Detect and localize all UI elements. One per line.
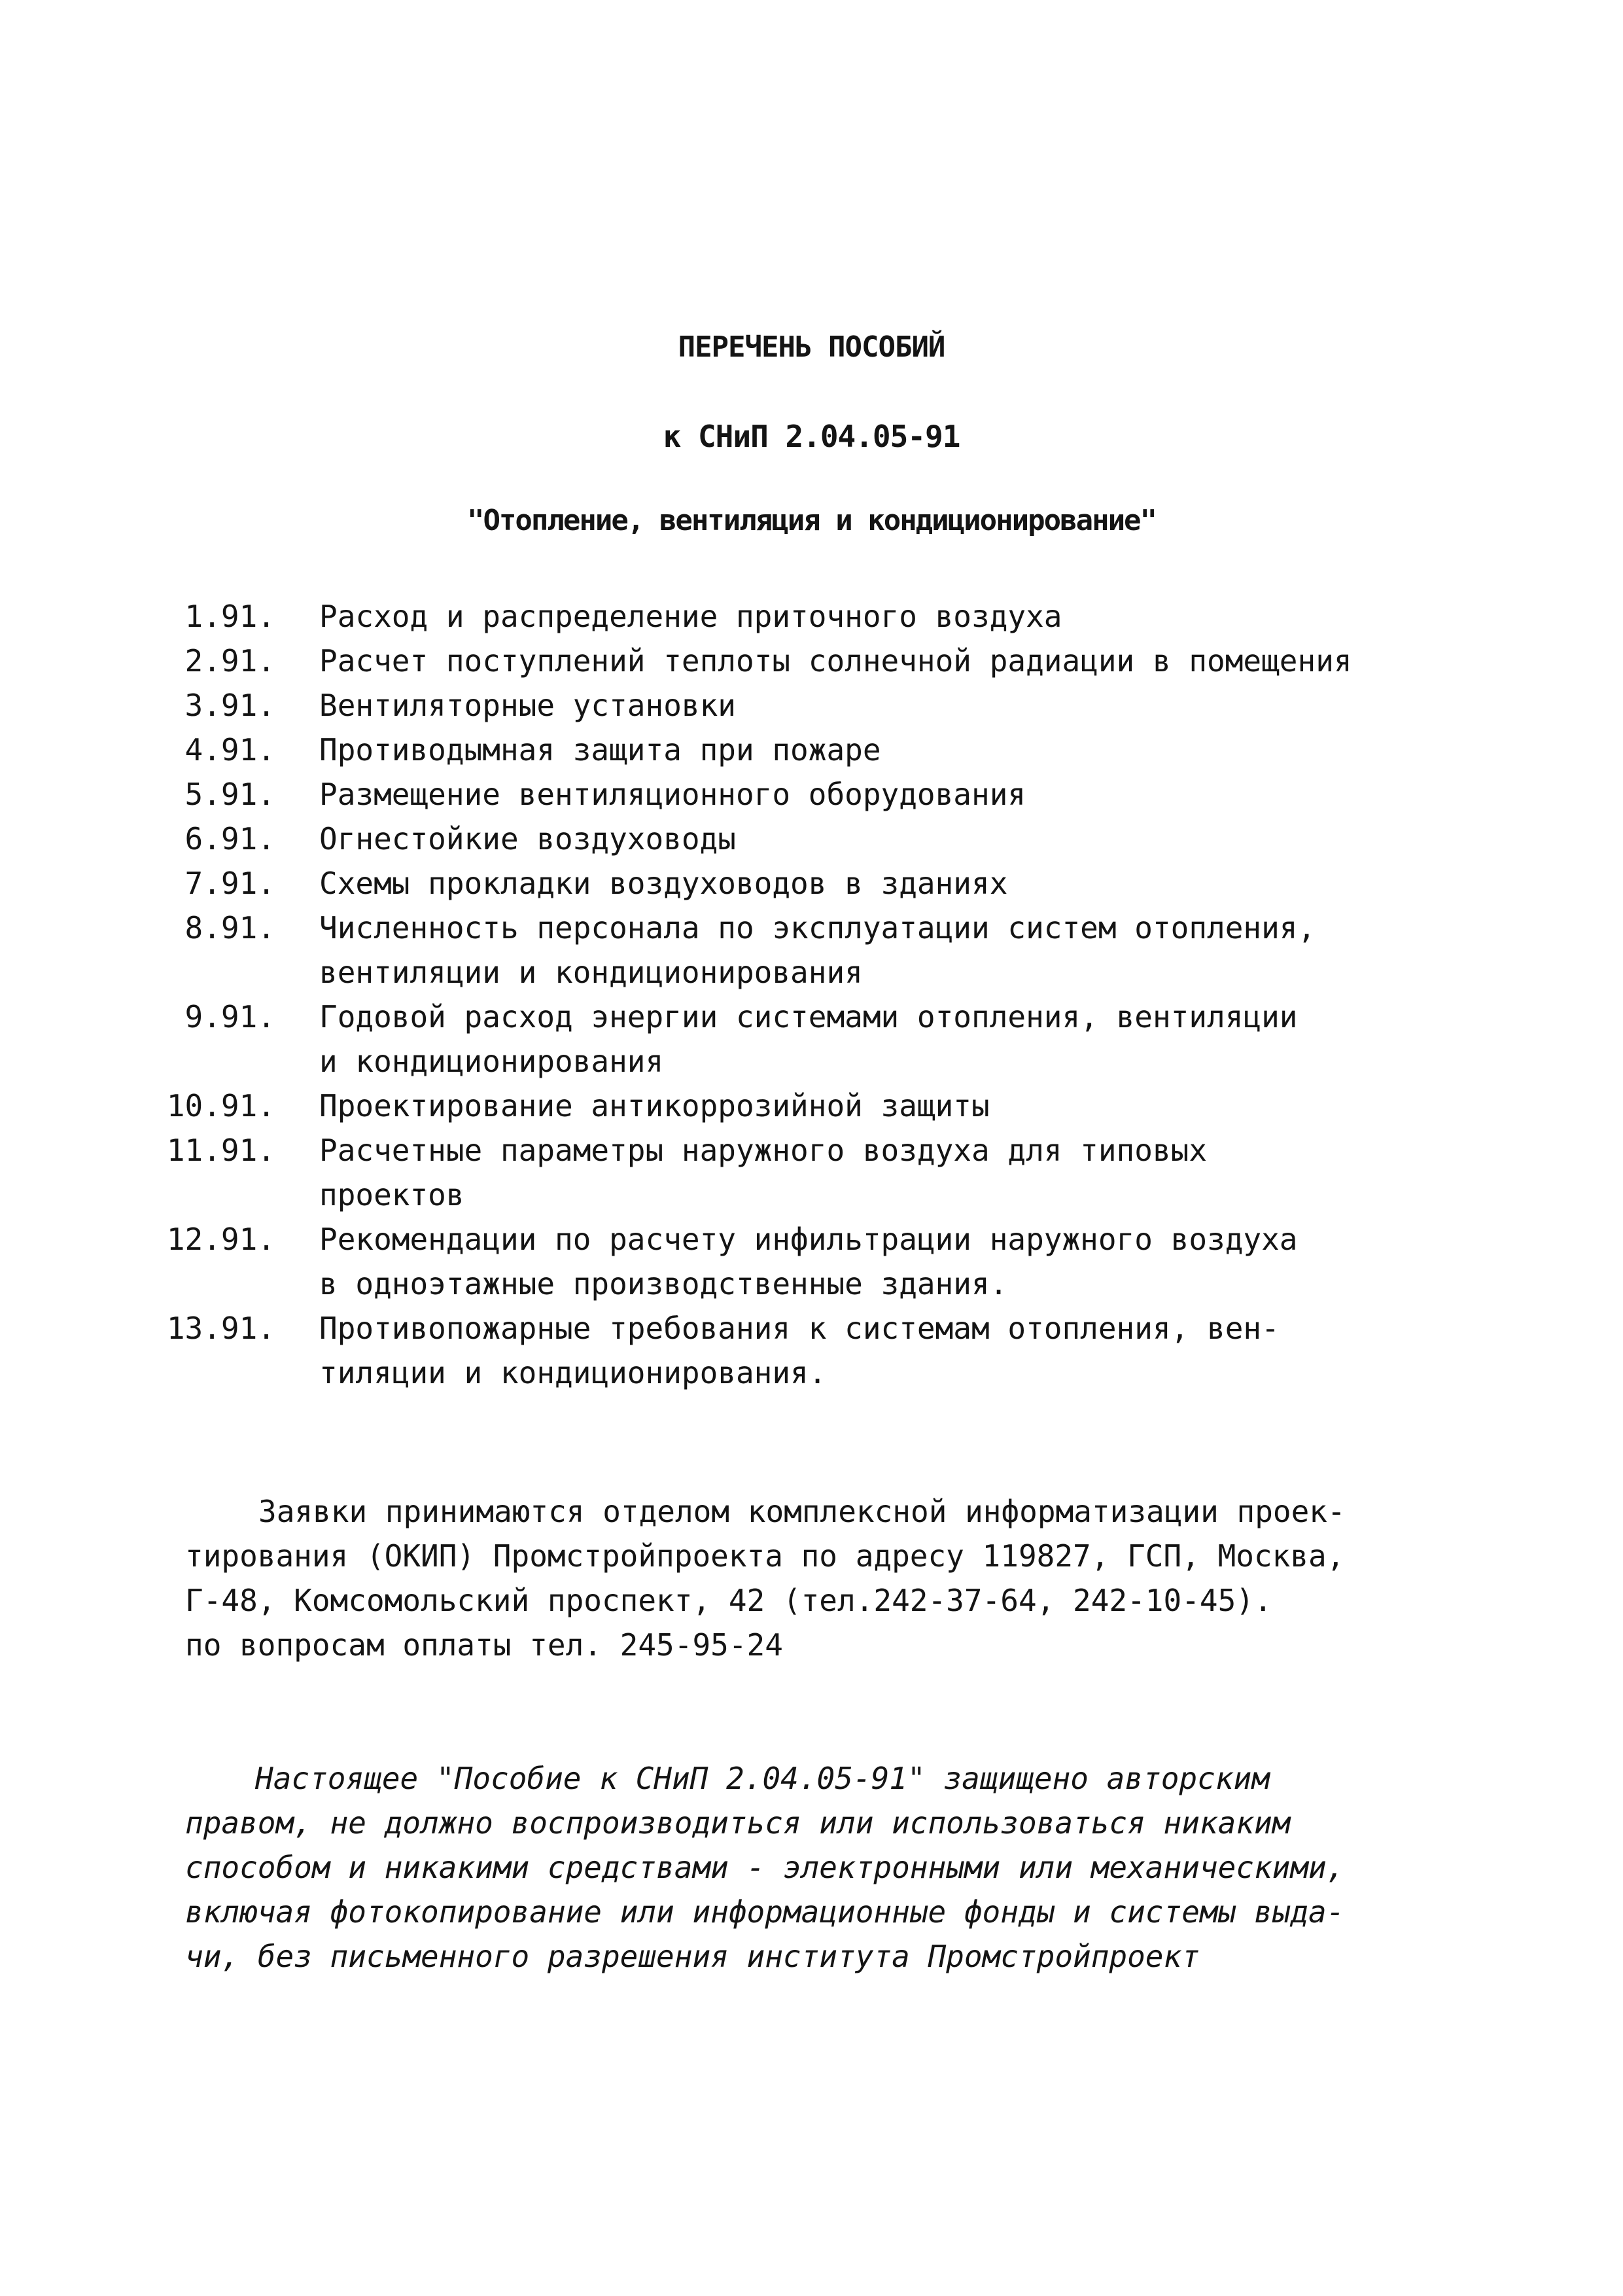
copyright-line: правом, не должно воспроизводиться или использоваться никаким xyxy=(185,1805,1291,1841)
item-title-line: тиляции и кондиционирования. xyxy=(319,1355,827,1390)
item-title xyxy=(319,995,1484,1084)
item-number: 10.91. xyxy=(166,1088,275,1123)
item-title-line: Расход и распределение приточного воздуха xyxy=(319,599,1062,634)
item-title-line: Противопожарные требования к системам отопления, вен- xyxy=(319,1311,1280,1346)
copyright-line: способом и никакими средствами - электронными или механическими, xyxy=(185,1850,1345,1885)
item-number: 3.91. xyxy=(184,688,275,723)
list-item xyxy=(0,639,1623,683)
list-item xyxy=(0,728,1623,772)
list-item xyxy=(0,1217,1623,1306)
contact-line: по вопросам оплаты тел. 245-95-24 xyxy=(185,1627,783,1663)
list-item xyxy=(0,683,1623,728)
item-title-line: в одноэтажные производственные здания. xyxy=(319,1266,1008,1301)
document-title: ПЕРЕЧЕНЬ ПОСОБИЙ xyxy=(678,330,945,364)
item-number: 2.91. xyxy=(184,643,275,679)
list-item xyxy=(0,1084,1623,1128)
item-title xyxy=(319,639,1484,683)
snip-topic: "Отопление, вентиляция и кондиционирование" xyxy=(466,504,1157,537)
item-number: 5.91. xyxy=(184,777,275,812)
contact-line: тирования (ОКИП) Промстройпроекта по адресу 119827, ГСП, Москва, xyxy=(185,1538,1345,1574)
item-number: 12.91. xyxy=(166,1222,275,1257)
item-title-line: Годовой расход энергии системами отопления, вентиляции xyxy=(319,999,1298,1034)
item-title xyxy=(319,594,1484,639)
item-title-line: проектов xyxy=(319,1177,464,1212)
copyright-line: чи, без письменного разрешения института Промстройпроект xyxy=(185,1939,1200,1974)
item-title xyxy=(319,906,1484,995)
list-item xyxy=(0,995,1623,1084)
item-title-line: и кондиционирования xyxy=(319,1044,664,1079)
list-item xyxy=(0,1128,1623,1217)
list-item xyxy=(0,772,1623,817)
item-title-line: Расчет поступлений теплоты солнечной радиации в помещения xyxy=(319,643,1352,679)
item-number: 8.91. xyxy=(184,910,275,945)
list-item xyxy=(0,906,1623,995)
list-item xyxy=(0,861,1623,906)
item-title-line: Проектирование антикоррозийной защиты xyxy=(319,1088,990,1123)
item-title xyxy=(319,1128,1484,1217)
item-number: 1.91. xyxy=(184,599,275,634)
copyright-line: Настоящее "Пособие к СНиП 2.04.05-91" защищено авторским xyxy=(255,1761,1270,1796)
item-number: 7.91. xyxy=(184,866,275,901)
item-title-line: вентиляции и кондиционирования xyxy=(319,955,863,990)
item-title xyxy=(319,683,1484,728)
item-title xyxy=(319,728,1484,772)
item-title xyxy=(319,1084,1484,1128)
item-title-line: Схемы прокладки воздуховодов в зданиях xyxy=(319,866,1008,901)
item-title xyxy=(319,817,1484,861)
copyright-line: включая фотокопирование или информационные фонды и системы выда- xyxy=(185,1894,1345,1930)
item-number: 4.91. xyxy=(184,732,275,768)
contact-line: Г-48, Комсомольский проспект, 42 (тел.242-37-64, 242-10-45). xyxy=(185,1583,1272,1618)
item-number: 11.91. xyxy=(166,1133,275,1168)
item-title-line: Размещение вентиляционного оборудования xyxy=(319,777,1026,812)
item-title-line: Рекомендации по расчету инфильтрации наружного воздуха xyxy=(319,1222,1298,1257)
item-title xyxy=(319,772,1484,817)
list-item xyxy=(0,817,1623,861)
item-number: 9.91. xyxy=(184,999,275,1034)
item-number: 6.91. xyxy=(184,821,275,857)
snip-reference: к СНиП 2.04.05-91 xyxy=(663,419,960,454)
item-title-line: Противодымная защита при пожаре xyxy=(319,732,881,768)
item-number: 13.91. xyxy=(166,1311,275,1346)
contact-paragraph xyxy=(0,1489,1623,1667)
item-title-line: Расчетные параметры наружного воздуха для типовых xyxy=(319,1133,1208,1168)
item-title-line: Огнестойкие воздуховоды xyxy=(319,821,736,857)
list-item xyxy=(0,1306,1623,1395)
copyright-notice xyxy=(0,1756,1623,1979)
item-title xyxy=(319,861,1484,906)
item-title xyxy=(319,1217,1484,1306)
contact-line: Заявки принимаются отделом комплексной информатизации проек- xyxy=(258,1494,1346,1529)
item-title-line: Численность персонала по эксплуатации систем отопления, xyxy=(319,910,1316,945)
manuals-list xyxy=(0,594,1623,1395)
item-title xyxy=(319,1306,1484,1395)
list-item xyxy=(0,594,1623,639)
item-title-line: Вентиляторные установки xyxy=(319,688,736,723)
